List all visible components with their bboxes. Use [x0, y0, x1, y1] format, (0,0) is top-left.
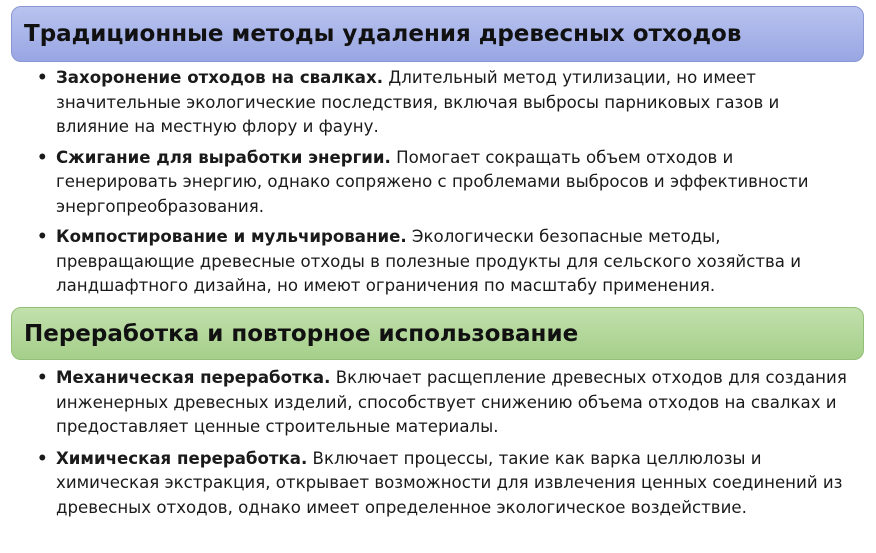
bullet-item-incineration: [56, 146, 856, 220]
bullet-list-recycling: [56, 366, 856, 527]
section-header-traditional-methods: [11, 6, 864, 62]
bullet-text: Включает расщепление древесных отходов для создания инженерных древесных изделий, способствует снижению объема отходов на свалках и предоставляет ценные строительные материалы.: [56, 368, 847, 436]
bullet-term: Химическая переработка.: [56, 448, 308, 468]
bullet-term: Захоронение отходов на свалках.: [56, 68, 384, 87]
bullet-term: Сжигание для выработки энергии.: [56, 147, 391, 167]
bullet-item-chemical: [56, 447, 856, 521]
bullet-list-traditional-methods: [56, 66, 856, 305]
bullet-item-mechanical: [56, 366, 856, 440]
bullet-item-landfill: [56, 66, 856, 140]
bullet-term: Компостирование и мульчирование.: [56, 227, 407, 246]
section-title: Переработка и повторное использование: [24, 320, 579, 347]
bullet-text: Помогает сокращать объем отходов и генерировать энергию, однако сопряжено с проблемами выбросов и эффективности энергопреобразования.: [56, 147, 809, 216]
section-title: Традиционные методы удаления древесных отходов: [24, 21, 742, 47]
section-header-recycling: [11, 307, 864, 360]
bullet-item-composting: [56, 225, 856, 299]
bullet-text: Экологически безопасные методы, превращающие древесные отходы в полезные продукты для сельского хозяйства и ландшафтного дизайна, но имеют ограничения по масштабу применения.: [56, 227, 802, 295]
bullet-text: Включает процессы, такие как варка целлюлозы и химическая экстракция, открывает возможности для извлечения ценных соединений из древесных отходов, однако имеет определенное экологическое воздействие.: [56, 448, 843, 517]
bullet-text: Длительный метод утилизации, но имеет значительные экологические последствия, включая выбросы парниковых газов и влияние на местную флору и фауну.: [56, 68, 780, 136]
bullet-term: Механическая переработка.: [56, 368, 331, 387]
